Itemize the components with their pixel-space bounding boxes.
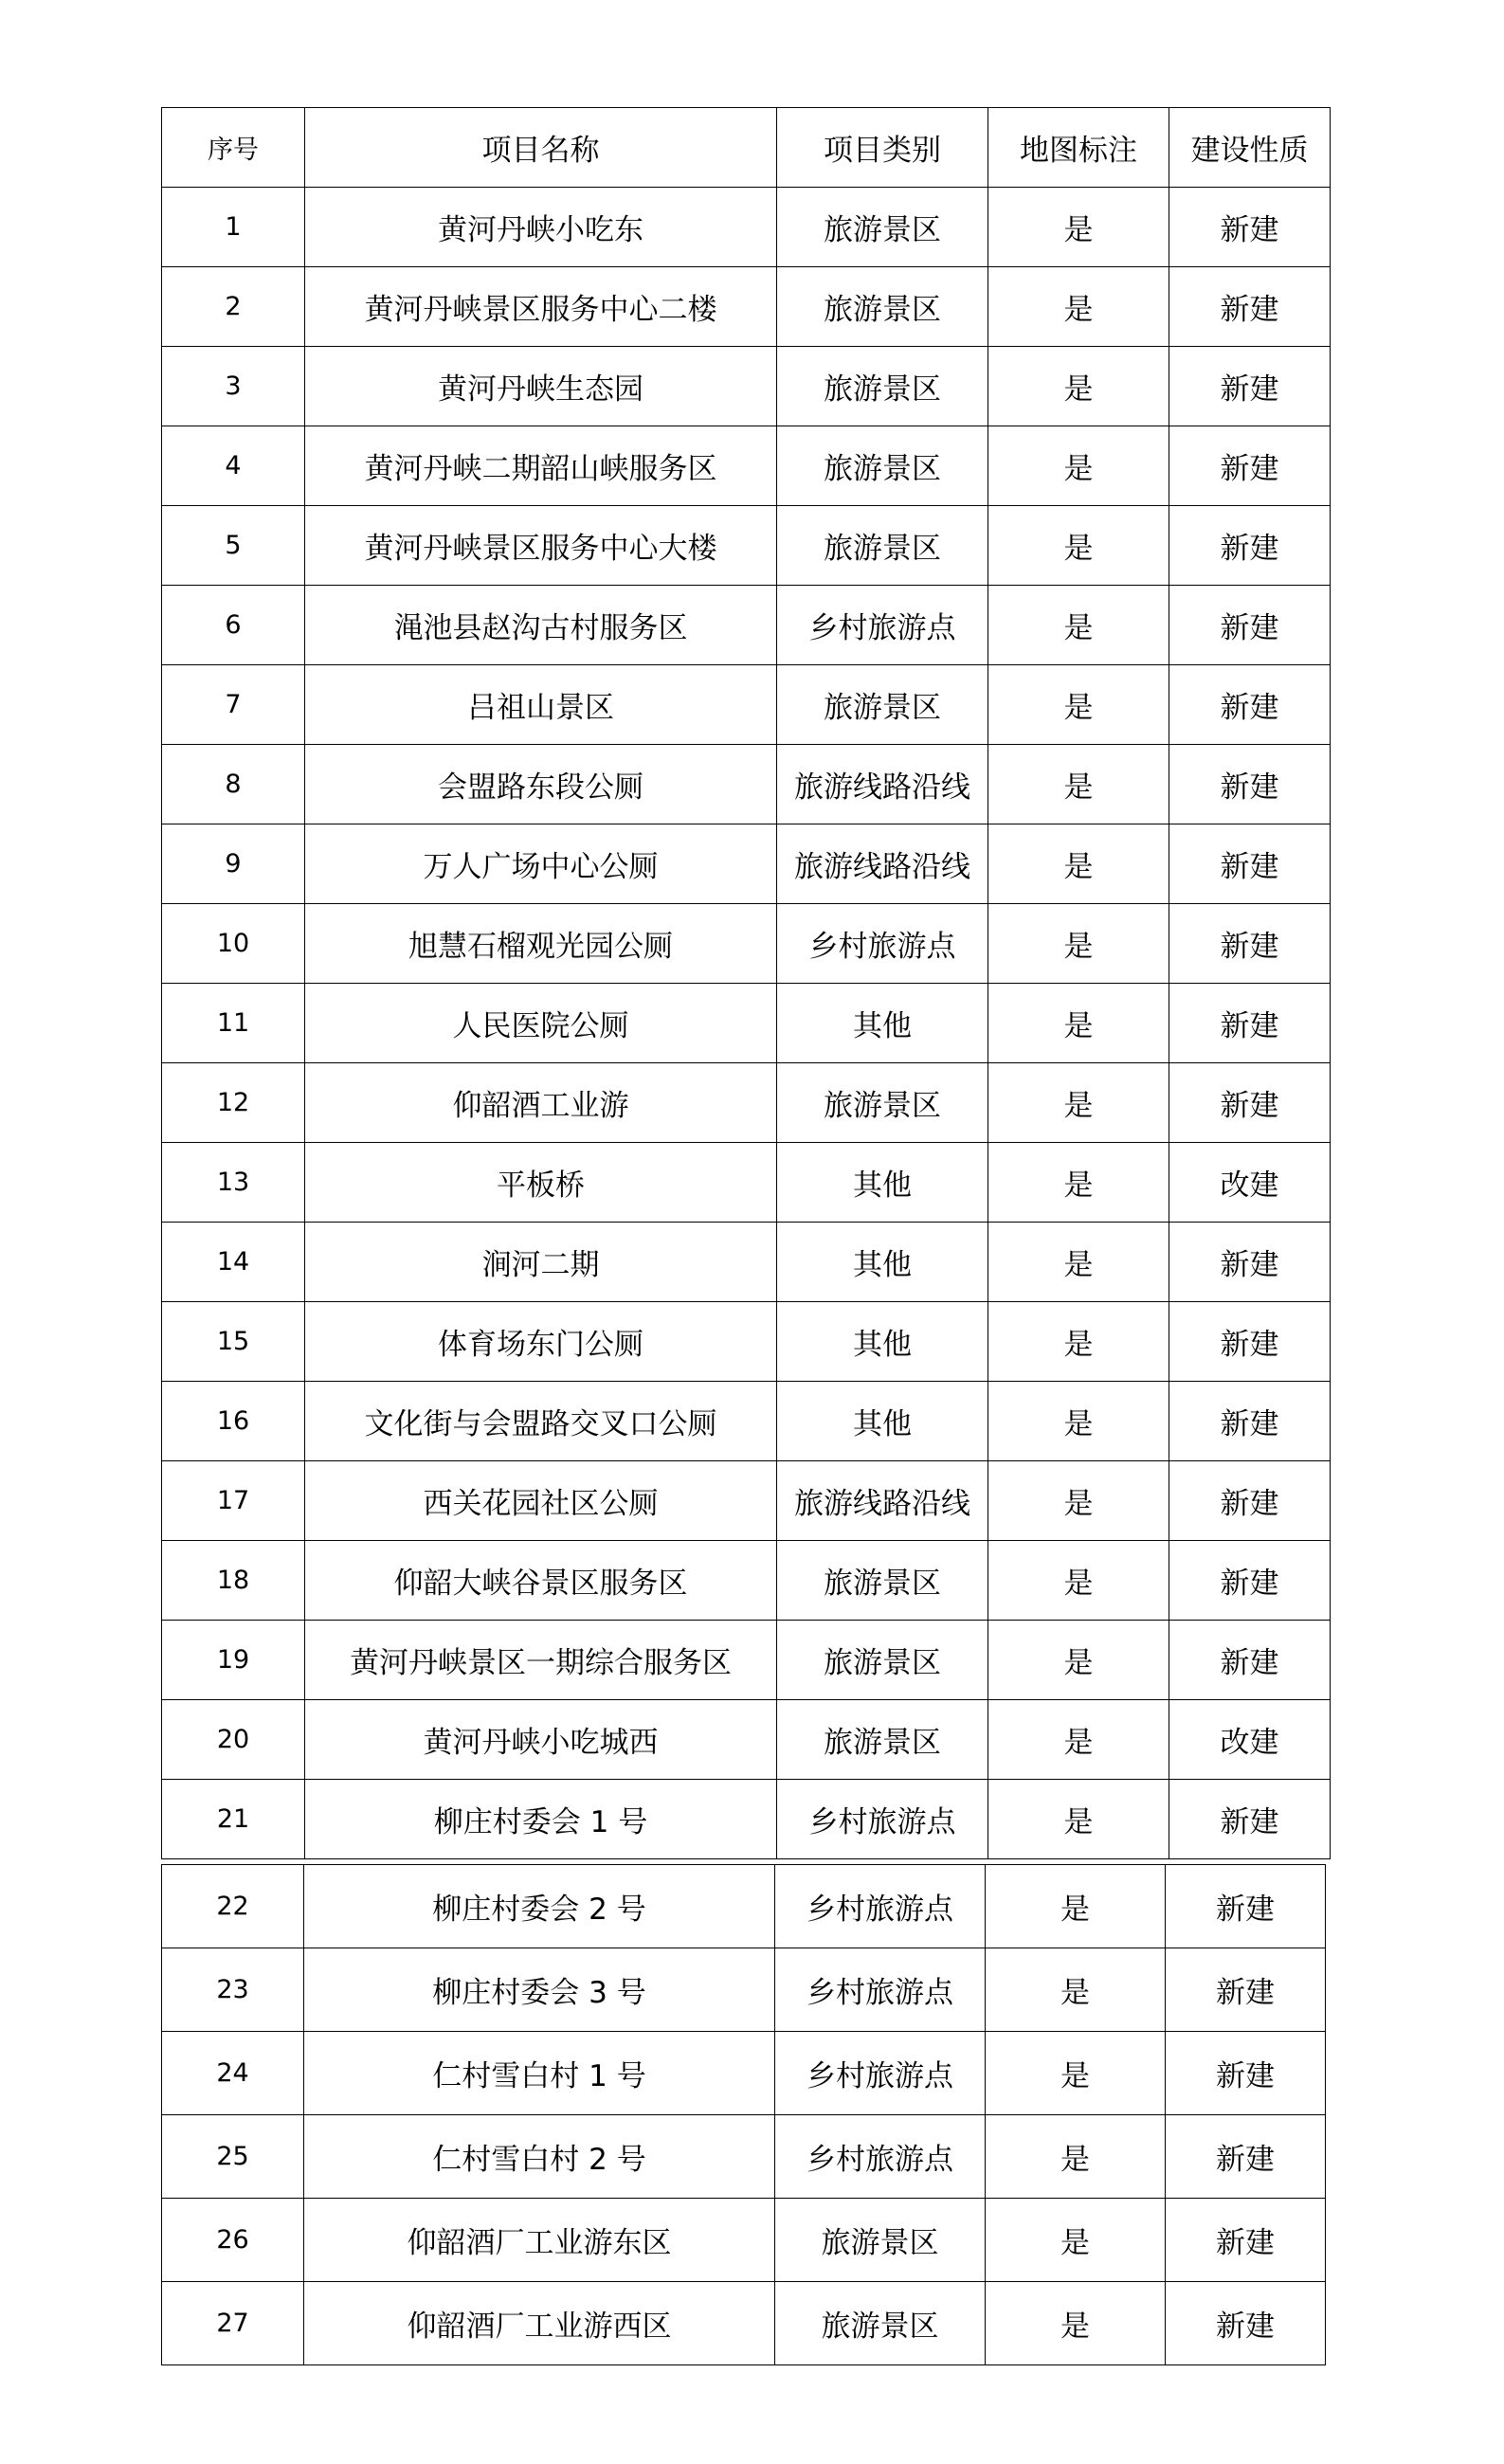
cell-category: 乡村旅游点 [775, 2115, 986, 2199]
cell-category: 旅游线路沿线 [777, 824, 988, 904]
cell-index: 4 [162, 426, 305, 506]
cell-map-mark: 是 [988, 267, 1169, 347]
header-index: 序号 [162, 108, 305, 188]
cell-category: 旅游景区 [777, 267, 988, 347]
header-name: 项目名称 [305, 108, 777, 188]
cell-name: 仰韶酒厂工业游东区 [304, 2199, 775, 2282]
cell-construction: 新建 [1166, 2032, 1326, 2115]
cell-category: 旅游景区 [777, 665, 988, 745]
cell-map-mark: 是 [988, 426, 1169, 506]
table-body [162, 188, 1331, 1859]
cell-map-mark: 是 [986, 2032, 1166, 2115]
cell-category: 其他 [777, 1143, 988, 1223]
cell-category: 旅游景区 [775, 2199, 986, 2282]
cell-index: 1 [162, 188, 305, 267]
cell-map-mark: 是 [988, 1302, 1169, 1382]
cell-index: 5 [162, 506, 305, 586]
cell-category: 其他 [777, 1302, 988, 1382]
cell-construction: 改建 [1169, 1700, 1331, 1780]
cell-category: 乡村旅游点 [777, 904, 988, 984]
cell-name: 万人广场中心公厕 [305, 824, 777, 904]
cell-map-mark: 是 [986, 1948, 1166, 2032]
cell-construction: 新建 [1169, 506, 1331, 586]
table-row [162, 1700, 1331, 1780]
cell-map-mark: 是 [988, 1063, 1169, 1143]
table-row [162, 426, 1331, 506]
table-row [162, 1621, 1331, 1700]
cell-construction: 新建 [1169, 1063, 1331, 1143]
cell-map-mark: 是 [986, 2115, 1166, 2199]
cell-name: 仰韶酒工业游 [305, 1063, 777, 1143]
cell-category: 旅游景区 [777, 506, 988, 586]
cell-map-mark: 是 [988, 1382, 1169, 1461]
table-row [162, 1143, 1331, 1223]
cell-category: 旅游景区 [777, 347, 988, 426]
header-category: 项目类别 [777, 108, 988, 188]
cell-map-mark: 是 [986, 2199, 1166, 2282]
cell-category: 旅游线路沿线 [777, 1461, 988, 1541]
cell-name: 渑池县赵沟古村服务区 [305, 586, 777, 665]
cell-index: 20 [162, 1700, 305, 1780]
cell-name: 仁村雪白村 1 号 [304, 2032, 775, 2115]
table-row [162, 347, 1331, 426]
cell-index: 21 [162, 1780, 305, 1859]
cell-construction: 新建 [1169, 1223, 1331, 1302]
cell-construction: 新建 [1169, 904, 1331, 984]
cell-name: 黄河丹峡景区服务中心二楼 [305, 267, 777, 347]
cell-map-mark: 是 [988, 506, 1169, 586]
cell-name: 仁村雪白村 2 号 [304, 2115, 775, 2199]
cell-index: 22 [162, 1865, 304, 1948]
cell-category: 旅游景区 [775, 2282, 986, 2365]
cell-index: 6 [162, 586, 305, 665]
cell-map-mark: 是 [988, 904, 1169, 984]
table-body-continued [162, 1865, 1326, 2365]
cell-index: 16 [162, 1382, 305, 1461]
cell-name: 会盟路东段公厕 [305, 745, 777, 824]
cell-category: 旅游景区 [777, 426, 988, 506]
cell-name: 体育场东门公厕 [305, 1302, 777, 1382]
table-row [162, 586, 1331, 665]
cell-map-mark: 是 [988, 665, 1169, 745]
table-row [162, 745, 1331, 824]
cell-category: 旅游景区 [777, 1700, 988, 1780]
cell-index: 10 [162, 904, 305, 984]
cell-name: 柳庄村委会 3 号 [304, 1948, 775, 2032]
cell-construction: 新建 [1169, 586, 1331, 665]
cell-map-mark: 是 [988, 1143, 1169, 1223]
table-row [162, 1461, 1331, 1541]
cell-map-mark: 是 [988, 824, 1169, 904]
cell-index: 27 [162, 2282, 304, 2365]
cell-name: 黄河丹峡小吃东 [305, 188, 777, 267]
cell-construction: 新建 [1169, 1302, 1331, 1382]
cell-construction: 新建 [1169, 1621, 1331, 1700]
cell-construction: 新建 [1169, 1780, 1331, 1859]
cell-construction: 新建 [1166, 2282, 1326, 2365]
cell-map-mark: 是 [988, 745, 1169, 824]
cell-map-mark: 是 [988, 1621, 1169, 1700]
cell-index: 13 [162, 1143, 305, 1223]
cell-map-mark: 是 [988, 984, 1169, 1063]
table-row [162, 1302, 1331, 1382]
table-row [162, 1780, 1331, 1859]
cell-name: 西关花园社区公厕 [305, 1461, 777, 1541]
cell-index: 18 [162, 1541, 305, 1621]
cell-construction: 新建 [1169, 267, 1331, 347]
cell-construction: 新建 [1169, 984, 1331, 1063]
cell-construction: 新建 [1169, 745, 1331, 824]
cell-index: 14 [162, 1223, 305, 1302]
header-map-mark: 地图标注 [988, 108, 1169, 188]
cell-index: 23 [162, 1948, 304, 2032]
cell-construction: 新建 [1169, 426, 1331, 506]
cell-index: 17 [162, 1461, 305, 1541]
cell-map-mark: 是 [988, 188, 1169, 267]
cell-category: 乡村旅游点 [775, 1865, 986, 1948]
cell-category: 旅游景区 [777, 1063, 988, 1143]
cell-name: 仰韶酒厂工业游西区 [304, 2282, 775, 2365]
cell-category: 旅游景区 [777, 1541, 988, 1621]
table-header-row [162, 108, 1331, 188]
cell-map-mark: 是 [988, 586, 1169, 665]
table-row [162, 188, 1331, 267]
table-row [162, 506, 1331, 586]
table-row [162, 1865, 1326, 1948]
cell-construction: 新建 [1169, 824, 1331, 904]
cell-construction: 新建 [1169, 1461, 1331, 1541]
cell-name: 柳庄村委会 2 号 [304, 1865, 775, 1948]
cell-map-mark: 是 [988, 347, 1169, 426]
cell-category: 旅游线路沿线 [777, 745, 988, 824]
cell-index: 15 [162, 1302, 305, 1382]
cell-name: 黄河丹峡生态园 [305, 347, 777, 426]
cell-name: 人民医院公厕 [305, 984, 777, 1063]
cell-index: 12 [162, 1063, 305, 1143]
cell-name: 柳庄村委会 1 号 [305, 1780, 777, 1859]
table-row [162, 1948, 1326, 2032]
cell-construction: 改建 [1169, 1143, 1331, 1223]
cell-name: 黄河丹峡景区服务中心大楼 [305, 506, 777, 586]
cell-construction: 新建 [1166, 1948, 1326, 2032]
cell-map-mark: 是 [988, 1700, 1169, 1780]
cell-index: 7 [162, 665, 305, 745]
table-row [162, 2282, 1326, 2365]
cell-index: 9 [162, 824, 305, 904]
table-row [162, 2199, 1326, 2282]
cell-category: 乡村旅游点 [777, 586, 988, 665]
cell-construction: 新建 [1169, 665, 1331, 745]
cell-map-mark: 是 [986, 2282, 1166, 2365]
table-row [162, 984, 1331, 1063]
cell-category: 旅游景区 [777, 1621, 988, 1700]
cell-name: 平板桥 [305, 1143, 777, 1223]
cell-name: 黄河丹峡二期韶山峡服务区 [305, 426, 777, 506]
cell-construction: 新建 [1169, 1382, 1331, 1461]
cell-construction: 新建 [1166, 1865, 1326, 1948]
cell-map-mark: 是 [988, 1780, 1169, 1859]
cell-map-mark: 是 [986, 1865, 1166, 1948]
cell-index: 11 [162, 984, 305, 1063]
cell-construction: 新建 [1166, 2115, 1326, 2199]
cell-category: 其他 [777, 1382, 988, 1461]
table-row [162, 2032, 1326, 2115]
cell-map-mark: 是 [988, 1461, 1169, 1541]
table-row [162, 824, 1331, 904]
cell-name: 文化街与会盟路交叉口公厕 [305, 1382, 777, 1461]
cell-name: 黄河丹峡小吃城西 [305, 1700, 777, 1780]
table-row [162, 267, 1331, 347]
table-row [162, 1382, 1331, 1461]
table-row [162, 904, 1331, 984]
table-row [162, 665, 1331, 745]
cell-index: 8 [162, 745, 305, 824]
cell-category: 乡村旅游点 [775, 1948, 986, 2032]
cell-name: 黄河丹峡景区一期综合服务区 [305, 1621, 777, 1700]
cell-map-mark: 是 [988, 1223, 1169, 1302]
table-row [162, 1541, 1331, 1621]
cell-index: 2 [162, 267, 305, 347]
project-table-continued [161, 1864, 1326, 2365]
table-row [162, 2115, 1326, 2199]
cell-construction: 新建 [1166, 2199, 1326, 2282]
cell-name: 吕祖山景区 [305, 665, 777, 745]
cell-name: 涧河二期 [305, 1223, 777, 1302]
cell-construction: 新建 [1169, 347, 1331, 426]
cell-index: 26 [162, 2199, 304, 2282]
cell-name: 仰韶大峡谷景区服务区 [305, 1541, 777, 1621]
cell-category: 乡村旅游点 [777, 1780, 988, 1859]
cell-name: 旭慧石榴观光园公厕 [305, 904, 777, 984]
cell-category: 其他 [777, 984, 988, 1063]
table-row [162, 1223, 1331, 1302]
cell-index: 19 [162, 1621, 305, 1700]
table-row [162, 1063, 1331, 1143]
cell-index: 25 [162, 2115, 304, 2199]
header-construction: 建设性质 [1169, 108, 1331, 188]
cell-construction: 新建 [1169, 188, 1331, 267]
cell-category: 其他 [777, 1223, 988, 1302]
cell-construction: 新建 [1169, 1541, 1331, 1621]
cell-index: 3 [162, 347, 305, 426]
cell-category: 旅游景区 [777, 188, 988, 267]
project-table [161, 107, 1331, 1859]
cell-map-mark: 是 [988, 1541, 1169, 1621]
cell-category: 乡村旅游点 [775, 2032, 986, 2115]
cell-index: 24 [162, 2032, 304, 2115]
